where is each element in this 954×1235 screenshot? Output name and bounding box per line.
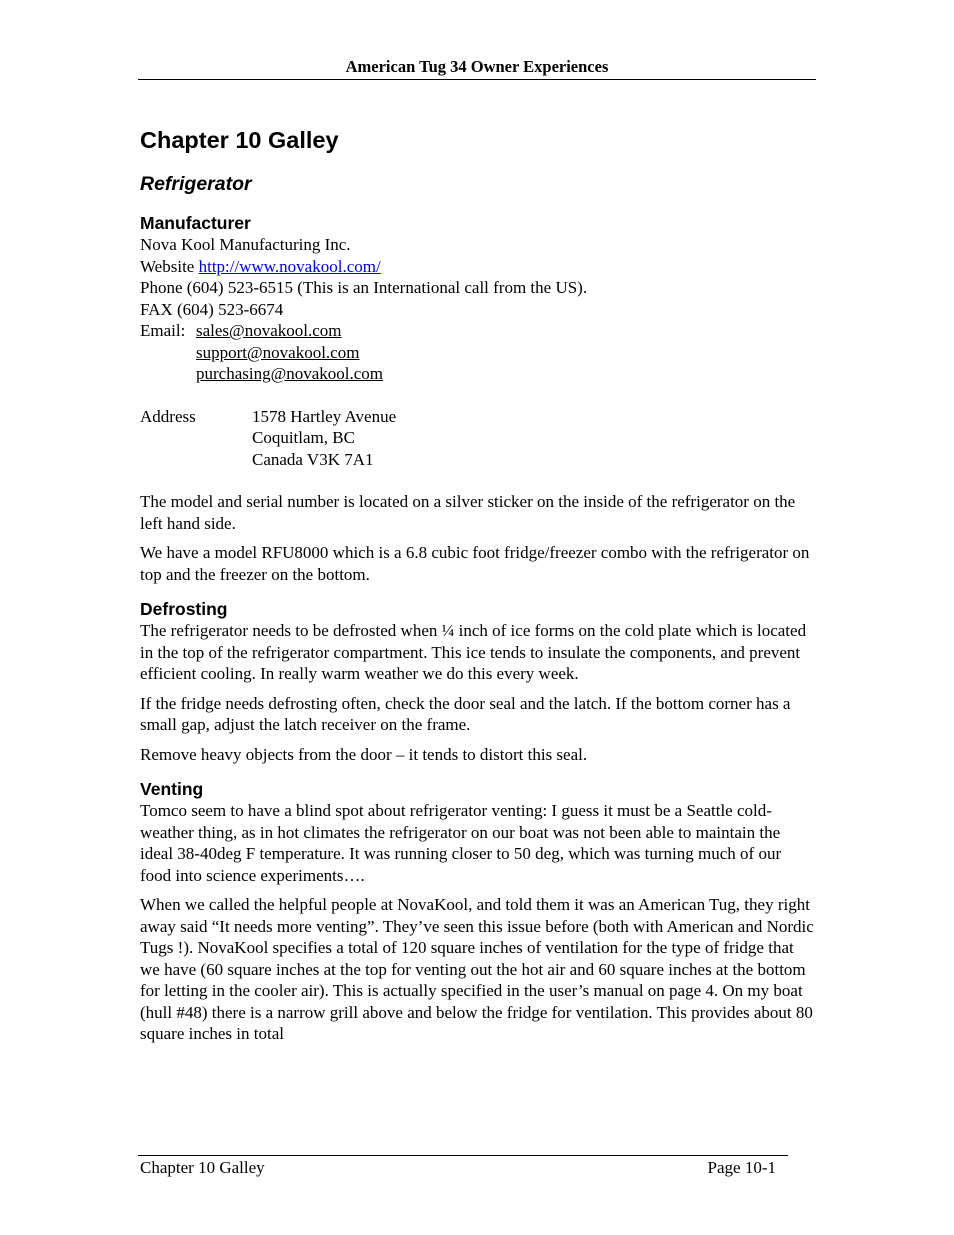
address-street: 1578 Hartley Avenue [252, 406, 397, 426]
website-line [140, 256, 816, 278]
header-rule [138, 79, 816, 80]
address-block [140, 406, 816, 471]
page-content [140, 124, 816, 1045]
paragraph: Tomco seem to have a blind spot about refrigerator venting: I guess it must be a Seattle cold-weather thing, as in hot climates the refrigerator on our boat was not been able to maintain the ideal 38-40deg F temperature. It was running closer to 50 deg, which was turning much of our food into science experiments…. [140, 801, 782, 885]
email-purchasing[interactable]: purchasing@novakool.com [196, 364, 384, 383]
paragraph: Remove heavy objects from the door – it tends to distort this seal. [140, 744, 588, 764]
chapter-title: Chapter 10 Galley [140, 127, 339, 153]
manufacturer-contact [140, 234, 816, 470]
footer-chapter: Chapter 10 Galley [140, 1158, 265, 1177]
manufacturer-heading: Manufacturer [140, 213, 251, 233]
defrosting-heading: Defrosting [140, 599, 228, 619]
fax-line: FAX (604) 523-6674 [140, 299, 284, 319]
paragraph: The refrigerator needs to be defrosted when ¼ inch of ice forms on the cold plate which is located in the top of the refrigerator compartment. This ice tends to insulate the components, and prevent efficient cooling. In really warm weather we do this every week. [140, 621, 807, 683]
email-list [196, 320, 383, 385]
address-country: Canada V3K 7A1 [252, 449, 374, 469]
section-title: Refrigerator [140, 173, 252, 195]
paragraph: When we called the helpful people at NovaKool, and told them it was an American Tug, they right away said “It needs more venting”. They’ve seen this issue before (both with American and Nordic Tugs !). NovaKool specifies a total of 120 square inches of ventilation for the type of fridge that we have (60 square inches at the top for venting out the hot air and 60 square inches at the bottom for letting in the cooler air). This is actually specified in the user’s manual on page 4. On my boat (hull #48) there is a narrow grill above and below the fridge for ventilation. This provides about 80 square inches in total [140, 895, 814, 1043]
phone-line: Phone (604) 523-6515 (This is an International call from the US). [140, 278, 588, 297]
address-city: Coquitlam, BC [252, 428, 355, 447]
paragraph: The model and serial number is located on a silver sticker on the inside of the refrigerator on the left hand side. [140, 492, 796, 533]
running-header: American Tug 34 Owner Experiences [345, 57, 609, 76]
venting-heading: Venting [140, 779, 204, 799]
footer-rule [138, 1155, 788, 1156]
website-label: Website [140, 256, 195, 276]
manufacturer-notes [140, 491, 816, 585]
email-sales[interactable]: sales@novakool.com [196, 321, 342, 340]
website-link[interactable]: http://www.novakool.com/ [198, 256, 381, 276]
paragraph: If the fridge needs defrosting often, check the door seal and the latch. If the bottom corner has a small gap, adjust the latch receiver on the frame. [140, 693, 791, 734]
email-label: Email: [140, 321, 186, 340]
email-support[interactable]: support@novakool.com [196, 342, 360, 362]
footer-page-number: Page 10-1 [707, 1158, 776, 1177]
address-lines [252, 406, 396, 471]
company-name: Nova Kool Manufacturing Inc. [140, 235, 351, 254]
address-label: Address [140, 406, 196, 426]
paragraph: We have a model RFU8000 which is a 6.8 cubic foot fridge/freezer combo with the refrigerator on top and the freezer on the bottom. [140, 543, 810, 584]
email-block [140, 320, 816, 385]
